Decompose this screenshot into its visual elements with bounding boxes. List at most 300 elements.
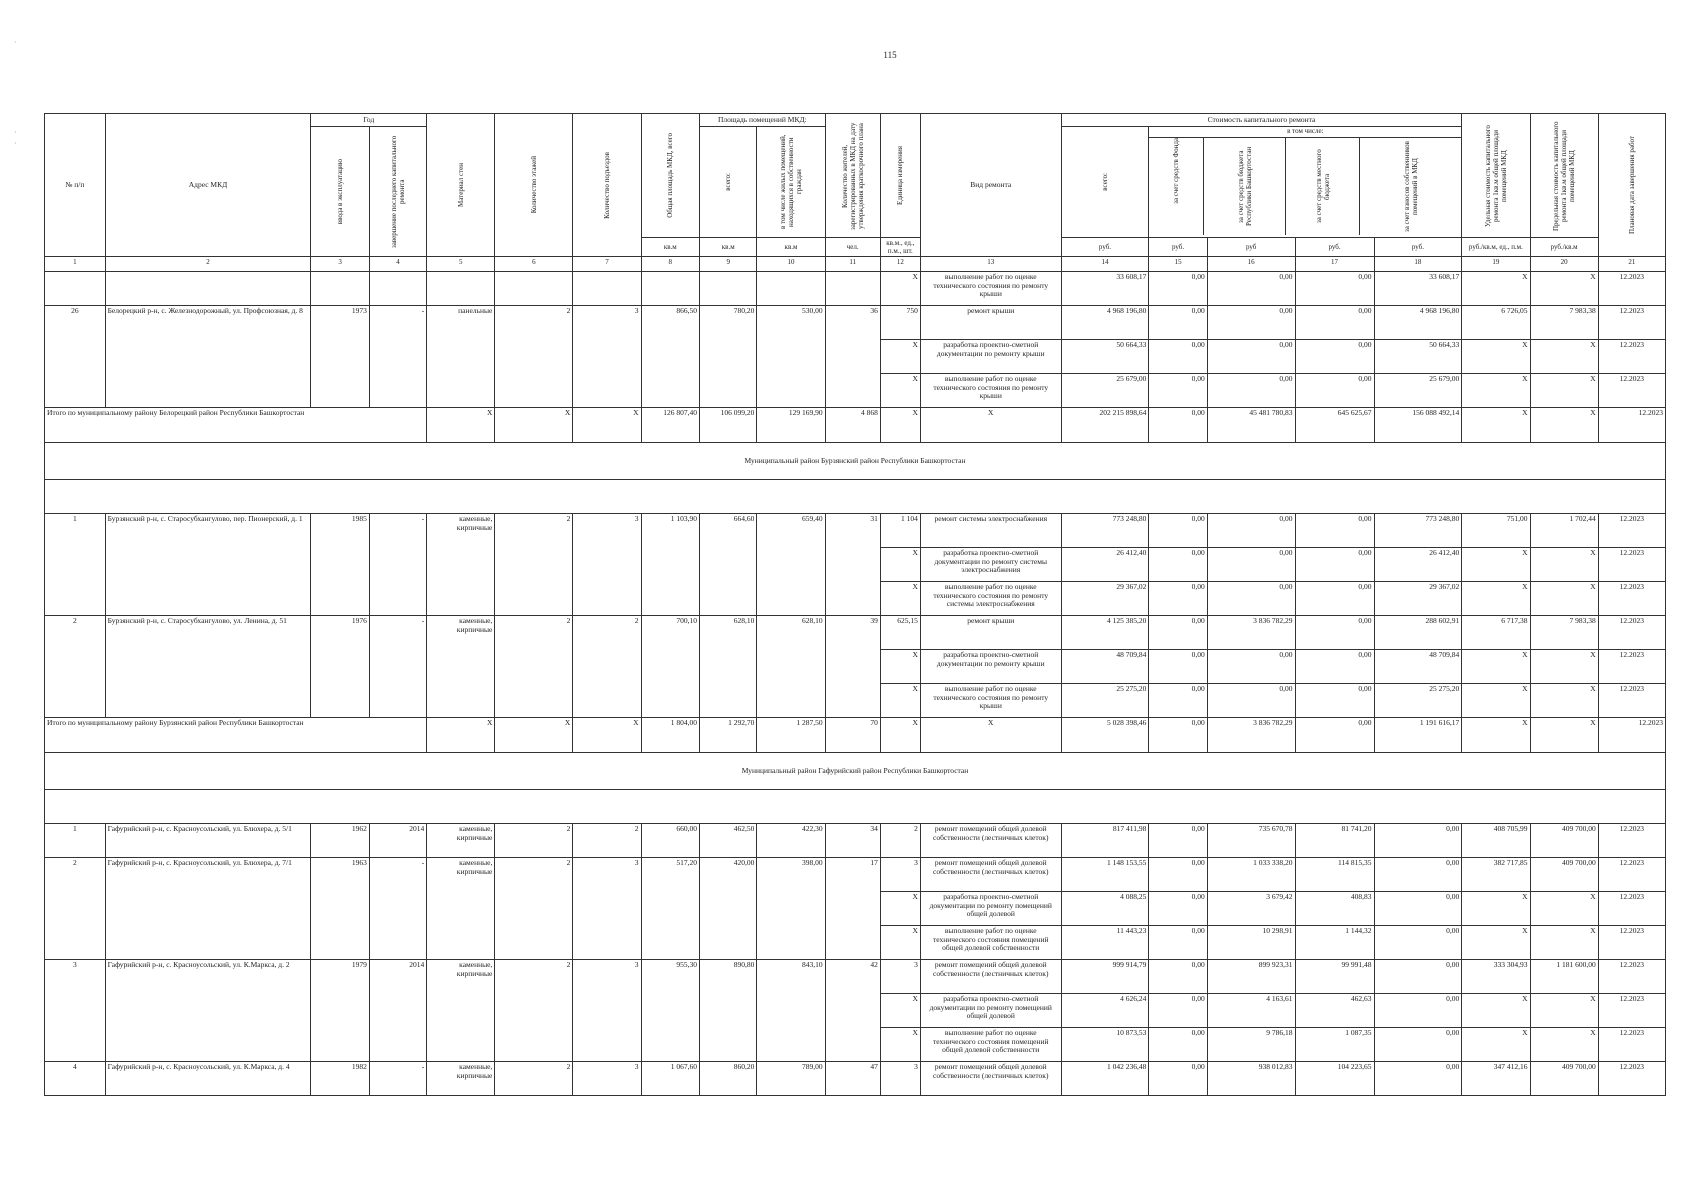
- table-cell: Х: [1462, 548, 1530, 582]
- total-label: Итого по муниципальному району Белорецкий район Республики Башкортостан: [45, 408, 427, 443]
- table-cell: 0,00: [1207, 272, 1295, 306]
- table-cell: Х: [880, 374, 920, 408]
- column-number: 8: [641, 257, 699, 272]
- unit-cell: руб./кв.м, ед., п.м.: [1462, 238, 1530, 257]
- table-cell: 0,00: [1295, 374, 1374, 408]
- table-cell: 3: [573, 306, 641, 408]
- table-cell: 0,00: [1374, 1028, 1462, 1062]
- header-specific-cost: Удельная стоимость капитального ремонта 1кв.м общей площади помещений МКД: [1483, 124, 1508, 227]
- table-cell: 735 670,78: [1207, 824, 1295, 858]
- column-number: 4: [369, 257, 426, 272]
- table-cell: 9 786,18: [1207, 1028, 1295, 1062]
- table-cell: Х: [1530, 994, 1598, 1028]
- unit-cell: руб.: [1374, 238, 1462, 257]
- table-cell: 0,00: [1149, 1062, 1207, 1096]
- table-cell: [825, 272, 880, 306]
- table-cell: Х: [573, 718, 641, 753]
- table-cell: 0,00: [1295, 548, 1374, 582]
- table-cell: Х: [1462, 1028, 1530, 1062]
- table-cell: Х: [1462, 340, 1530, 374]
- table-cell: 7 983,38: [1530, 616, 1598, 650]
- table-cell: 81 741,20: [1295, 824, 1374, 858]
- table-cell: 0,00: [1149, 650, 1207, 684]
- header-cost-local: за счет средств местного бюджета: [1314, 149, 1331, 224]
- table-cell: 0,00: [1295, 514, 1374, 548]
- header-material: Материал стен: [456, 163, 465, 208]
- table-cell: 12.2023: [1598, 858, 1665, 892]
- table-cell: 17: [825, 858, 880, 960]
- header-cost-total: всего:: [1100, 173, 1109, 191]
- table-cell: 45 481 780,83: [1207, 408, 1295, 443]
- table-cell: 0,00: [1149, 272, 1207, 306]
- table-cell: [45, 272, 106, 306]
- table-cell: 2: [880, 824, 920, 858]
- header-cost-group: Стоимость капитального ремонта: [1061, 114, 1462, 127]
- margin-mark: ·: [14, 38, 17, 47]
- table-row: [45, 824, 1666, 858]
- table-cell: 2014: [369, 960, 426, 1062]
- table-cell: разработка проектно-сметной документации по ремонту системы электроснабжения: [920, 548, 1061, 582]
- table-cell: 0,00: [1207, 650, 1295, 684]
- table-cell: Х: [880, 548, 920, 582]
- table-cell: [495, 272, 573, 306]
- table-cell: 1982: [311, 1062, 369, 1096]
- table-cell: Х: [1530, 892, 1598, 926]
- table-cell: 12.2023: [1598, 616, 1665, 650]
- table-cell: Х: [880, 340, 920, 374]
- table-cell: 0,00: [1149, 340, 1207, 374]
- table-cell: Х: [880, 650, 920, 684]
- table-cell: 398,00: [757, 858, 825, 960]
- column-number: 14: [1061, 257, 1149, 272]
- table-cell: 0,00: [1207, 582, 1295, 616]
- table-cell: 3: [573, 858, 641, 960]
- table-cell: 0,00: [1149, 960, 1207, 994]
- table-cell: 660,00: [641, 824, 699, 858]
- unit-cell: руб.: [1295, 238, 1374, 257]
- spacer-cell: [45, 790, 1666, 824]
- table-cell: 6 717,38: [1462, 616, 1530, 650]
- table-cell: 0,00: [1149, 718, 1207, 753]
- table-cell: 106 099,20: [700, 408, 757, 443]
- table-cell: 3: [880, 1062, 920, 1096]
- house-number: 4: [45, 1062, 106, 1096]
- table-cell: 0,00: [1149, 306, 1207, 340]
- page-number: 115: [883, 50, 897, 60]
- header-entrances: Количество подъездов: [602, 151, 611, 219]
- column-number-row: [45, 257, 1666, 272]
- table-cell: разработка проектно-сметной документации по ремонту крыши: [920, 650, 1061, 684]
- table-cell: 29 367,02: [1061, 582, 1149, 616]
- table-cell: 25 275,20: [1374, 684, 1462, 718]
- table-cell: 0,00: [1149, 684, 1207, 718]
- table-cell: 1 033 338,20: [1207, 858, 1295, 892]
- table-cell: Х: [880, 994, 920, 1028]
- table-cell: 700,10: [641, 616, 699, 718]
- table-cell: 25 275,20: [1061, 684, 1149, 718]
- table-cell: 48 709,84: [1061, 650, 1149, 684]
- table-cell: Х: [1462, 650, 1530, 684]
- table-cell: разработка проектно-сметной документации по ремонту помещений общей долевой: [920, 994, 1061, 1028]
- table-cell: 1963: [311, 858, 369, 960]
- unit-cell: кв.м: [641, 238, 699, 257]
- table-cell: 50 664,33: [1374, 340, 1462, 374]
- table-cell: Х: [1462, 408, 1530, 443]
- table-cell: Х: [880, 926, 920, 960]
- header-year-repair: завершение последнего капитального ремонта: [389, 135, 406, 248]
- table-cell: 1 287,50: [757, 718, 825, 753]
- table-cell: 11 443,23: [1061, 926, 1149, 960]
- header-work-type: Вид ремонта: [920, 114, 1061, 257]
- table-cell: Х: [427, 718, 495, 753]
- table-cell: 126 807,40: [641, 408, 699, 443]
- house-number: 2: [45, 858, 106, 960]
- table-cell: Х: [1530, 582, 1598, 616]
- table-cell: Х: [1462, 374, 1530, 408]
- table-cell: 34: [825, 824, 880, 858]
- table-cell: Х: [1462, 272, 1530, 306]
- table-cell: 860,20: [700, 1062, 757, 1096]
- table-cell: 0,00: [1295, 650, 1374, 684]
- house-address: Гафурийский р-н, с. Красноусольский, ул. К.Маркса, д. 4: [105, 1062, 311, 1096]
- header-no: № п/п: [45, 114, 106, 257]
- table-cell: 0,00: [1207, 340, 1295, 374]
- house-address: Гафурийский р-н, с. Красноусольский, ул. Блюхера, д. 7/1: [105, 858, 311, 960]
- table-cell: 0,00: [1149, 616, 1207, 650]
- table-cell: 2: [495, 1062, 573, 1096]
- table-cell: 0,00: [1207, 684, 1295, 718]
- column-number: 19: [1462, 257, 1530, 272]
- table-cell: Х: [1530, 718, 1598, 753]
- table-cell: 1962: [311, 824, 369, 858]
- table-cell: 843,10: [757, 960, 825, 1062]
- table-cell: 750: [880, 306, 920, 340]
- table-cell: 48 709,84: [1374, 650, 1462, 684]
- table-cell: 288 602,91: [1374, 616, 1462, 650]
- column-number: 20: [1530, 257, 1598, 272]
- table-cell: 530,00: [757, 306, 825, 408]
- table-cell: 0,00: [1295, 582, 1374, 616]
- table-cell: 1 103,90: [641, 514, 699, 616]
- table-cell: 12.2023: [1598, 718, 1665, 753]
- table-cell: 114 815,35: [1295, 858, 1374, 892]
- table-cell: 12.2023: [1598, 514, 1665, 548]
- table-cell: Х: [1530, 684, 1598, 718]
- table-cell: 12.2023: [1598, 650, 1665, 684]
- table-cell: 408,83: [1295, 892, 1374, 926]
- table-cell: 104 223,65: [1295, 1062, 1374, 1096]
- house-number: 3: [45, 960, 106, 1062]
- column-number: 16: [1207, 257, 1295, 272]
- table-cell: 3: [573, 1062, 641, 1096]
- table-cell: Х: [573, 408, 641, 443]
- table-cell: 26 412,40: [1061, 548, 1149, 582]
- header-date: Плановая дата завершения работ: [1627, 136, 1636, 235]
- header-incl: в том числе:: [1149, 127, 1461, 138]
- table-cell: 1985: [311, 514, 369, 616]
- table-cell: 1976: [311, 616, 369, 718]
- table-cell: каменные, кирпичные: [427, 824, 495, 858]
- column-number: 12: [880, 257, 920, 272]
- table-cell: 0,00: [1149, 1028, 1207, 1062]
- house-number: 1: [45, 514, 106, 616]
- table-cell: [369, 272, 426, 306]
- table-cell: 2: [495, 858, 573, 960]
- unit-cell: чел.: [825, 238, 880, 257]
- table-cell: ремонт помещений общей долевой собственности (лестничных клеток): [920, 824, 1061, 858]
- table-cell: -: [369, 514, 426, 616]
- table-cell: разработка проектно-сметной документации по ремонту помещений общей долевой: [920, 892, 1061, 926]
- header-god: Год: [311, 114, 427, 127]
- header-limit-cost: Предельная стоимость капитального ремонта 1кв.м общей площади помещений МКД: [1552, 120, 1577, 231]
- total-label: Итого по муниципальному району Бурзянский район Республики Башкортостан: [45, 718, 427, 753]
- table-cell: -: [369, 858, 426, 960]
- table-cell: каменные, кирпичные: [427, 1062, 495, 1096]
- table-cell: 1979: [311, 960, 369, 1062]
- table-cell: 2: [495, 824, 573, 858]
- table-cell: 0,00: [1295, 272, 1374, 306]
- table-cell: Х: [1530, 340, 1598, 374]
- table-cell: 12.2023: [1598, 960, 1665, 994]
- table-cell: 0,00: [1149, 994, 1207, 1028]
- table-cell: 0,00: [1207, 374, 1295, 408]
- table-cell: 0,00: [1374, 892, 1462, 926]
- table-cell: 33 608,17: [1374, 272, 1462, 306]
- house-address: Гафурийский р-н, с. Красноусольский, ул. К.Маркса, д. 2: [105, 960, 311, 1062]
- table-cell: 2: [495, 616, 573, 718]
- table-cell: Х: [1462, 892, 1530, 926]
- table-cell: разработка проектно-сметной документации по ремонту крыши: [920, 340, 1061, 374]
- house-address: Белорецкий р-н, с. Железнодорожный, ул. Профсоюзная, д. 8: [105, 306, 311, 408]
- table-cell: ремонт крыши: [920, 306, 1061, 340]
- district-heading: Муниципальный район Бурзянский район Республики Башкортостан: [45, 443, 1666, 480]
- table-cell: 36: [825, 306, 880, 408]
- table-cell: 12.2023: [1598, 892, 1665, 926]
- table-cell: 10 873,53: [1061, 1028, 1149, 1062]
- district-heading: Муниципальный район Гафурийский район Республики Башкортостан: [45, 753, 1666, 790]
- table-cell: 659,40: [757, 514, 825, 616]
- house-address: Гафурийский р-н, с. Красноусольский, ул. Блюхера, д. 5/1: [105, 824, 311, 858]
- table-cell: Х: [1530, 1028, 1598, 1062]
- unit-cell: руб.: [1149, 238, 1207, 257]
- table-cell: 12.2023: [1598, 340, 1665, 374]
- column-number: 15: [1149, 257, 1207, 272]
- table-cell: 1 191 616,17: [1374, 718, 1462, 753]
- table-cell: 0,00: [1295, 616, 1374, 650]
- unit-cell: кв.м: [757, 238, 825, 257]
- table-cell: 0,00: [1295, 340, 1374, 374]
- table-cell: [427, 272, 495, 306]
- table-cell: 1 181 600,00: [1530, 960, 1598, 994]
- table-cell: 3 679,42: [1207, 892, 1295, 926]
- house-address: Бурзянский р-н, с. Старосубхангулово, пер. Пионерский, д. 1: [105, 514, 311, 616]
- table-cell: 99 991,48: [1295, 960, 1374, 994]
- table-cell: 3 836 782,29: [1207, 718, 1295, 753]
- table-cell: 0,00: [1149, 824, 1207, 858]
- table-cell: 938 012,83: [1207, 1062, 1295, 1096]
- table-cell: 2: [573, 616, 641, 718]
- table-cell: 382 717,85: [1462, 858, 1530, 892]
- table-cell: 955,30: [641, 960, 699, 1062]
- district-total-row: [45, 718, 1666, 753]
- table-cell: 0,00: [1207, 514, 1295, 548]
- table-cell: 1 292,70: [700, 718, 757, 753]
- table-cell: 4 088,25: [1061, 892, 1149, 926]
- table-cell: 12.2023: [1598, 824, 1665, 858]
- table-cell: 0,00: [1374, 960, 1462, 994]
- column-number: 6: [495, 257, 573, 272]
- table-cell: 12.2023: [1598, 408, 1665, 443]
- table-cell: 42: [825, 960, 880, 1062]
- margin-mark: ·: [14, 139, 17, 148]
- house-number: 1: [45, 824, 106, 858]
- table-cell: Х: [1530, 548, 1598, 582]
- table-cell: Х: [1530, 272, 1598, 306]
- table-cell: 628,10: [700, 616, 757, 718]
- table-cell: выполнение работ по оценке технического состояния по ремонту системы электроснабжения: [920, 582, 1061, 616]
- table-cell: Х: [1462, 684, 1530, 718]
- header-total-area: Общая площадь МКД, всего: [666, 133, 675, 218]
- table-row: [45, 306, 1666, 340]
- table-cell: 0,00: [1149, 926, 1207, 960]
- table-cell: 3: [573, 514, 641, 616]
- unit-cell: кв.м: [700, 238, 757, 257]
- house-address: Бурзянский р-н, с. Старосубхангулово, ул. Ленина, д. 51: [105, 616, 311, 718]
- table-cell: 70: [825, 718, 880, 753]
- table-cell: панельные: [427, 306, 495, 408]
- table-cell: 202 215 898,64: [1061, 408, 1149, 443]
- table-cell: 628,10: [757, 616, 825, 718]
- header-cost-owners: за счет взносов собственников помещений в МКД: [1402, 141, 1419, 232]
- spacer-row: [45, 480, 1666, 514]
- table-cell: [757, 272, 825, 306]
- district-total-row: [45, 408, 1666, 443]
- table-cell: каменные, кирпичные: [427, 858, 495, 960]
- table-cell: 0,00: [1149, 548, 1207, 582]
- table-cell: 1 144,32: [1295, 926, 1374, 960]
- table-cell: 7 983,38: [1530, 306, 1598, 340]
- unit-cell: руб.: [1061, 238, 1149, 257]
- table-cell: Х: [427, 408, 495, 443]
- table-cell: 4 163,61: [1207, 994, 1295, 1028]
- table-cell: Х: [1462, 718, 1530, 753]
- district-heading-row: [45, 753, 1666, 790]
- table-cell: выполнение работ по оценке технического состояния по ремонту крыши: [920, 272, 1061, 306]
- table-cell: 12.2023: [1598, 994, 1665, 1028]
- table-cell: выполнение работ по оценке технического состояния по ремонту крыши: [920, 684, 1061, 718]
- unit-cell: руб: [1207, 238, 1295, 257]
- table-cell: 4 125 385,20: [1061, 616, 1149, 650]
- table-row: [45, 616, 1666, 650]
- table-cell: 12.2023: [1598, 548, 1665, 582]
- table-cell: ремонт помещений общей долевой собственности (лестничных клеток): [920, 960, 1061, 994]
- column-number: 21: [1598, 257, 1665, 272]
- table-cell: 0,00: [1374, 824, 1462, 858]
- house-number: 2: [45, 616, 106, 718]
- table-cell: 2: [573, 824, 641, 858]
- table-cell: 4 868: [825, 408, 880, 443]
- table-cell: Х: [1530, 408, 1598, 443]
- table-cell: 0,00: [1207, 548, 1295, 582]
- table-cell: 899 923,31: [1207, 960, 1295, 994]
- column-number: 7: [573, 257, 641, 272]
- table-cell: 4 968 196,80: [1374, 306, 1462, 340]
- table-cell: [105, 272, 311, 306]
- table-cell: 409 700,00: [1530, 858, 1598, 892]
- table-cell: 420,00: [700, 858, 757, 960]
- header-year-built: ввода в эксплуатацию: [336, 158, 345, 225]
- header-cost-rb: за счет средств бюджета Республики Башкортостан: [1236, 146, 1253, 227]
- table-cell: 0,00: [1295, 718, 1374, 753]
- table-cell: Х: [1530, 926, 1598, 960]
- table-cell: 10 298,91: [1207, 926, 1295, 960]
- table-cell: 408 705,99: [1462, 824, 1530, 858]
- table-cell: 780,20: [700, 306, 757, 408]
- table-cell: 517,20: [641, 858, 699, 960]
- header-cost-fund: за счет средств Фонда: [1172, 138, 1181, 204]
- table-cell: 1 067,60: [641, 1062, 699, 1096]
- table-cell: -: [369, 306, 426, 408]
- table-cell: 31: [825, 514, 880, 616]
- table-cell: Х: [1530, 650, 1598, 684]
- column-number: 1: [45, 257, 106, 272]
- table-cell: 1 702,44: [1530, 514, 1598, 548]
- column-number: 17: [1295, 257, 1374, 272]
- table-cell: 890,80: [700, 960, 757, 1062]
- column-number: 5: [427, 257, 495, 272]
- table-cell: 866,50: [641, 306, 699, 408]
- table-cell: 0,00: [1207, 306, 1295, 340]
- table-cell: 0,00: [1374, 926, 1462, 960]
- table-cell: Х: [920, 718, 1061, 753]
- table-cell: 409 700,00: [1530, 824, 1598, 858]
- table-row: [45, 514, 1666, 548]
- table-cell: 4 968 196,80: [1061, 306, 1149, 340]
- table-cell: 4 626,24: [1061, 994, 1149, 1028]
- table-cell: 462,63: [1295, 994, 1374, 1028]
- table-cell: [573, 272, 641, 306]
- table-cell: Х: [880, 408, 920, 443]
- table-cell: Х: [495, 408, 573, 443]
- table-cell: 625,15: [880, 616, 920, 650]
- table-cell: 462,50: [700, 824, 757, 858]
- table-cell: выполнение работ по оценке технического состояния помещений общей долевой собственности: [920, 1028, 1061, 1062]
- table-cell: 2: [495, 306, 573, 408]
- table-cell: 664,60: [700, 514, 757, 616]
- column-number: 13: [920, 257, 1061, 272]
- table-cell: [641, 272, 699, 306]
- table-cell: выполнение работ по оценке технического состояния помещений общей долевой собственности: [920, 926, 1061, 960]
- table-cell: 0,00: [1149, 858, 1207, 892]
- table-cell: 2: [495, 514, 573, 616]
- table-cell: 2014: [369, 824, 426, 858]
- table-cell: 2: [495, 960, 573, 1062]
- header-area-contrib: в том числе жилых помещений, находящихся в собственности граждан: [778, 134, 804, 230]
- table-cell: Х: [880, 1028, 920, 1062]
- table-cell: 409 700,00: [1530, 1062, 1598, 1096]
- table-cell: Х: [1462, 582, 1530, 616]
- table-cell: 3: [880, 858, 920, 892]
- table-cell: 0,00: [1149, 408, 1207, 443]
- table-cell: Х: [880, 272, 920, 306]
- district-heading-row: [45, 443, 1666, 480]
- table-cell: 0,00: [1374, 858, 1462, 892]
- table-cell: 33 608,17: [1061, 272, 1149, 306]
- table-cell: 12.2023: [1598, 1062, 1665, 1096]
- table-cell: ремонт помещений общей долевой собственности (лестничных клеток): [920, 1062, 1061, 1096]
- column-number: 9: [700, 257, 757, 272]
- column-number: 11: [825, 257, 880, 272]
